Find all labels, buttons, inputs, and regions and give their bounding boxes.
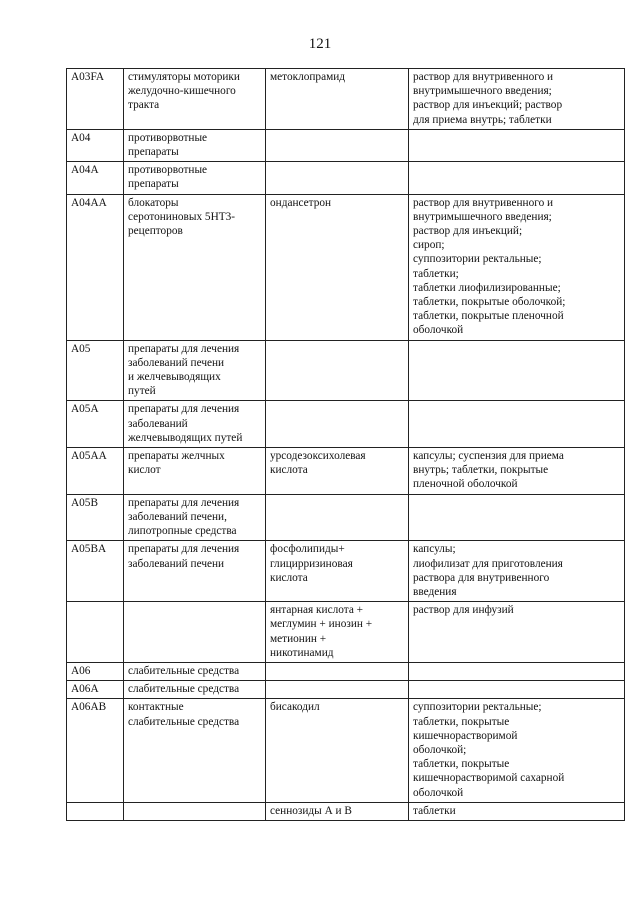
group-cell: блокаторы серотониновых 5HT3- рецепторов: [124, 194, 266, 340]
group-cell: препараты для лечения заболеваний печени, липотропные средства: [124, 494, 266, 541]
substance-cell: ондансетрон: [266, 194, 409, 340]
dosage-forms-cell: [409, 681, 625, 699]
atc-code-cell: A03FA: [67, 69, 124, 130]
table-row: [67, 69, 625, 130]
atc-code-cell: A04A: [67, 162, 124, 194]
substance-cell: [266, 340, 409, 401]
group-cell: препараты для лечения заболеваний печени: [124, 541, 266, 602]
group-cell: [124, 802, 266, 820]
group-cell: слабительные средства: [124, 662, 266, 680]
atc-code-cell: A04: [67, 129, 124, 161]
dosage-forms-cell: таблетки: [409, 802, 625, 820]
dosage-forms-cell: раствор для внутривенного и внутримышечного введения; раствор для инъекций; сироп; суппозитории ректальные; таблетки; таблетки лиофилизированные; таблетки, покрытые оболочкой; таблетки, покрытые пленочной оболочкой: [409, 194, 625, 340]
substance-cell: [266, 162, 409, 194]
atc-code-cell: A05AA: [67, 448, 124, 495]
group-cell: противорвотные препараты: [124, 129, 266, 161]
page-number: 121: [308, 36, 332, 52]
group-cell: стимуляторы моторики желудочно-кишечного тракта: [124, 69, 266, 130]
table-row: [67, 494, 625, 541]
atc-code-cell: [67, 802, 124, 820]
table-row: [67, 401, 625, 448]
group-cell: контактные слабительные средства: [124, 699, 266, 802]
dosage-forms-cell: [409, 340, 625, 401]
substance-cell: сеннозиды А и В: [266, 802, 409, 820]
dosage-forms-cell: капсулы; суспензия для приема внутрь; таблетки, покрытые пленочной оболочкой: [409, 448, 625, 495]
dosage-forms-cell: [409, 662, 625, 680]
table-row: [67, 541, 625, 602]
substance-cell: фосфолипиды+ глицирризиновая кислота: [266, 541, 409, 602]
substance-cell: [266, 401, 409, 448]
table-row: [67, 162, 625, 194]
table-row: [67, 129, 625, 161]
atc-code-cell: A06: [67, 662, 124, 680]
group-cell: препараты для лечения заболеваний печени и желчевыводящих путей: [124, 340, 266, 401]
substance-cell: [266, 662, 409, 680]
dosage-forms-cell: капсулы; лиофилизат для приготовления раствора для внутривенного введения: [409, 541, 625, 602]
dosage-forms-cell: суппозитории ректальные; таблетки, покрытые кишечнорастворимой оболочкой; таблетки, покрытые кишечнорастворимой сахарной оболочкой: [409, 699, 625, 802]
table-row: [67, 602, 625, 663]
atc-code-cell: A05B: [67, 494, 124, 541]
table-row: [67, 340, 625, 401]
substance-cell: [266, 494, 409, 541]
dosage-forms-cell: [409, 401, 625, 448]
atc-code-cell: A04AA: [67, 194, 124, 340]
table-row: [67, 662, 625, 680]
table-row: [67, 448, 625, 495]
group-cell: препараты для лечения заболеваний желчевыводящих путей: [124, 401, 266, 448]
atc-code-cell: A05: [67, 340, 124, 401]
dosage-forms-cell: раствор для внутривенного и внутримышечного введения; раствор для инъекций; раствор для приема внутрь; таблетки: [409, 69, 625, 130]
substance-cell: бисакодил: [266, 699, 409, 802]
group-cell: слабительные средства: [124, 681, 266, 699]
substance-cell: урсодезоксихолевая кислота: [266, 448, 409, 495]
substance-cell: метоклопрамид: [266, 69, 409, 130]
medication-table: [66, 68, 625, 821]
group-cell: [124, 602, 266, 663]
group-cell: препараты желчных кислот: [124, 448, 266, 495]
dosage-forms-cell: раствор для инфузий: [409, 602, 625, 663]
dosage-forms-cell: [409, 494, 625, 541]
atc-code-cell: A05A: [67, 401, 124, 448]
atc-code-cell: A06A: [67, 681, 124, 699]
atc-code-cell: [67, 602, 124, 663]
substance-cell: [266, 129, 409, 161]
table-row: [67, 194, 625, 340]
substance-cell: янтарная кислота + меглумин + инозин + метионин + никотинамид: [266, 602, 409, 663]
table-row: [67, 681, 625, 699]
atc-code-cell: A05BA: [67, 541, 124, 602]
dosage-forms-cell: [409, 162, 625, 194]
atc-code-cell: A06AB: [67, 699, 124, 802]
dosage-forms-cell: [409, 129, 625, 161]
table-row: [67, 699, 625, 802]
substance-cell: [266, 681, 409, 699]
table-row: [67, 802, 625, 820]
group-cell: противорвотные препараты: [124, 162, 266, 194]
